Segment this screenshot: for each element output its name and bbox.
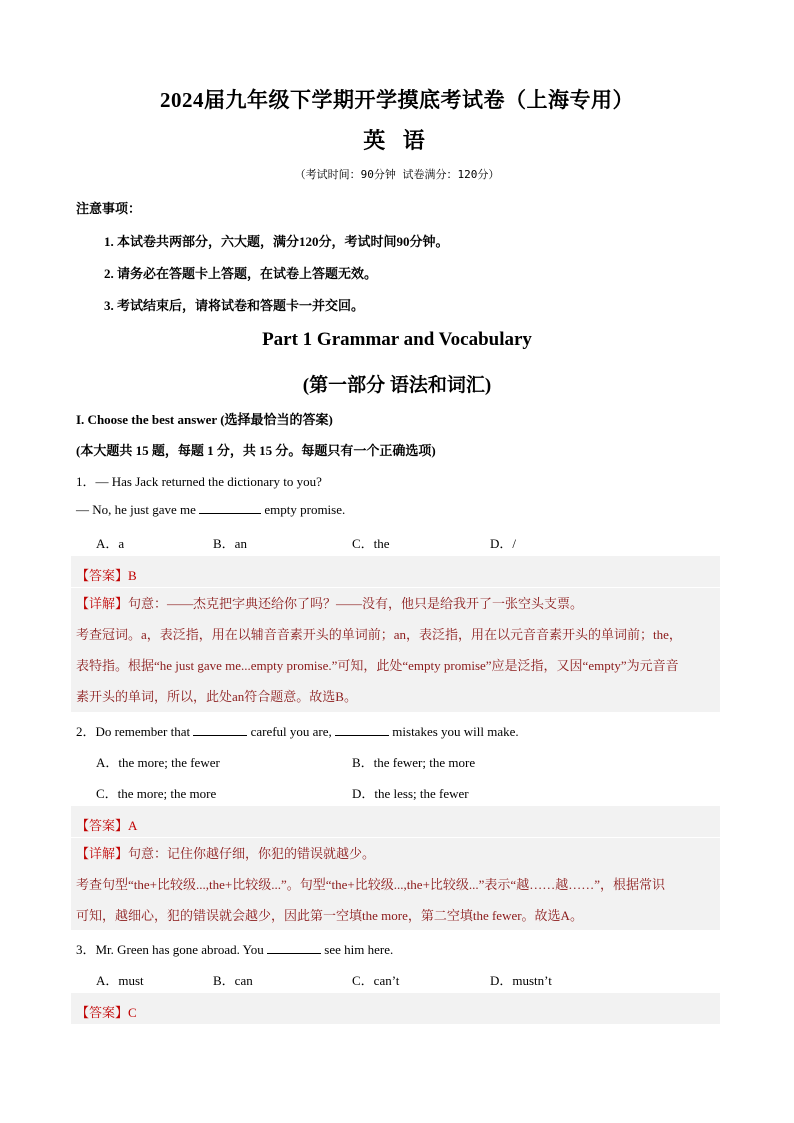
detail-line: 可知，越细心，犯的错误就会越少，因此第一空填the more，第二空填the fewer。故选A。 [76, 908, 583, 923]
detail-line: 考查句型“the+比较级...,the+比较级...”。句型“the+比较级...,the+比较级...”表示“越……越……”，根据常识 [76, 877, 665, 892]
q1-line1: 1．— Has Jack returned the dictionary to you? [76, 474, 322, 489]
detail-first-line [76, 588, 720, 619]
exam-time-info: （考试时间：90分钟 试卷满分：120分） [294, 168, 500, 181]
q1-line2-pre: — No, he just gave me [76, 502, 200, 517]
q2-option-a: A．the more; the fewer [96, 755, 220, 770]
section-title: I. Choose the best answer (选择最恰当的答案) [76, 412, 333, 427]
q1-option-d: D．/ [490, 536, 517, 551]
section-instruction: (本大题共 15 题，每题 1 分，共 15 分。每题只有一个正确选项) [76, 443, 436, 458]
answer-value: B [128, 568, 137, 583]
answer-value: C [128, 1005, 137, 1020]
answer-blank [267, 943, 321, 954]
q3-answer-box [71, 993, 720, 1024]
q1-line2-post: empty promise. [261, 502, 346, 517]
q2-detail [76, 838, 720, 931]
q2-option-c: C．the more; the more [96, 786, 217, 801]
detail-label: 【详解】 [76, 846, 129, 861]
answer-value: A [128, 818, 138, 833]
q2-stem-post: mistakes you will make. [389, 724, 519, 739]
q2-detail-box [71, 838, 720, 930]
q1-answer-box [71, 556, 720, 587]
detail-line: 考查冠词。a，表泛指，用在以辅音音素开头的单词前；an，表泛指，用在以元音音素开头的单词前；the， [76, 627, 682, 642]
detail-label: 【详解】 [76, 596, 129, 611]
detail-sentence: 句意：——杰克把字典还给你了吗？——没有，他只是给我开了一张空头支票。 [128, 596, 584, 611]
q1-option-a: A．a [96, 536, 125, 551]
note-item-1: 1. 本试卷共两部分，六大题，满分120分，考试时间90分钟。 [104, 234, 449, 249]
q2-stem-mid: careful you are, [247, 724, 336, 739]
part-title: Part 1 Grammar and Vocabulary [262, 329, 532, 350]
q1-detail-box [71, 588, 720, 712]
q2-answer [76, 815, 137, 834]
note-item-2: 2. 请务必在答题卡上答题，在试卷上答题无效。 [104, 266, 378, 281]
q3-option-d: D．mustn’t [490, 973, 552, 988]
answer-blank [335, 725, 389, 736]
q1-option-c: C．the [352, 536, 390, 551]
detail-line: 素开头的单词，所以，此处an符合题意。故选B。 [76, 689, 357, 704]
q2-stem [76, 721, 719, 740]
q1-option-b: B．an [213, 536, 247, 551]
exam-subject: 英 语 [363, 128, 431, 153]
q1-detail [76, 588, 720, 712]
answer-blank [193, 725, 247, 736]
part-subtitle: (第一部分 语法和词汇) [302, 375, 492, 396]
notes-heading: 注意事项： [76, 201, 142, 216]
answer-label: 【答案】 [76, 1005, 129, 1020]
q3-stem-post: see him here. [321, 942, 394, 957]
q3-stem-pre: 3．Mr. Green has gone abroad. You [76, 942, 268, 957]
q1-answer [76, 565, 137, 584]
detail-line: 表特指。根据“he just gave me...empty promise.”可知，此处“empty promise”应是泛指，又因“empty”为元音音 [76, 658, 679, 673]
q3-stem [76, 939, 719, 958]
note-item-3: 3. 考试结束后，请将试卷和答题卡一并交回。 [104, 298, 365, 313]
answer-blank [199, 503, 261, 514]
exam-title: 2024届九年级下学期开学摸底考试卷（上海专用） [160, 88, 634, 112]
q2-option-d: D．the less; the fewer [352, 786, 469, 801]
q1-line2 [76, 502, 719, 518]
answer-label: 【答案】 [76, 818, 129, 833]
answer-label: 【答案】 [76, 568, 129, 583]
q2-option-b: B．the fewer; the more [352, 755, 476, 770]
detail-sentence: 句意：记住你越仔细，你犯的错误就越少。 [128, 846, 376, 861]
q2-stem-pre: 2．Do remember that [76, 724, 194, 739]
q2-answer-box [71, 806, 720, 837]
detail-first-line [76, 838, 720, 869]
q3-answer [76, 1002, 137, 1021]
q3-option-b: B．can [213, 973, 253, 988]
q3-option-a: A．must [96, 973, 144, 988]
q3-option-c: C．can’t [352, 973, 400, 988]
